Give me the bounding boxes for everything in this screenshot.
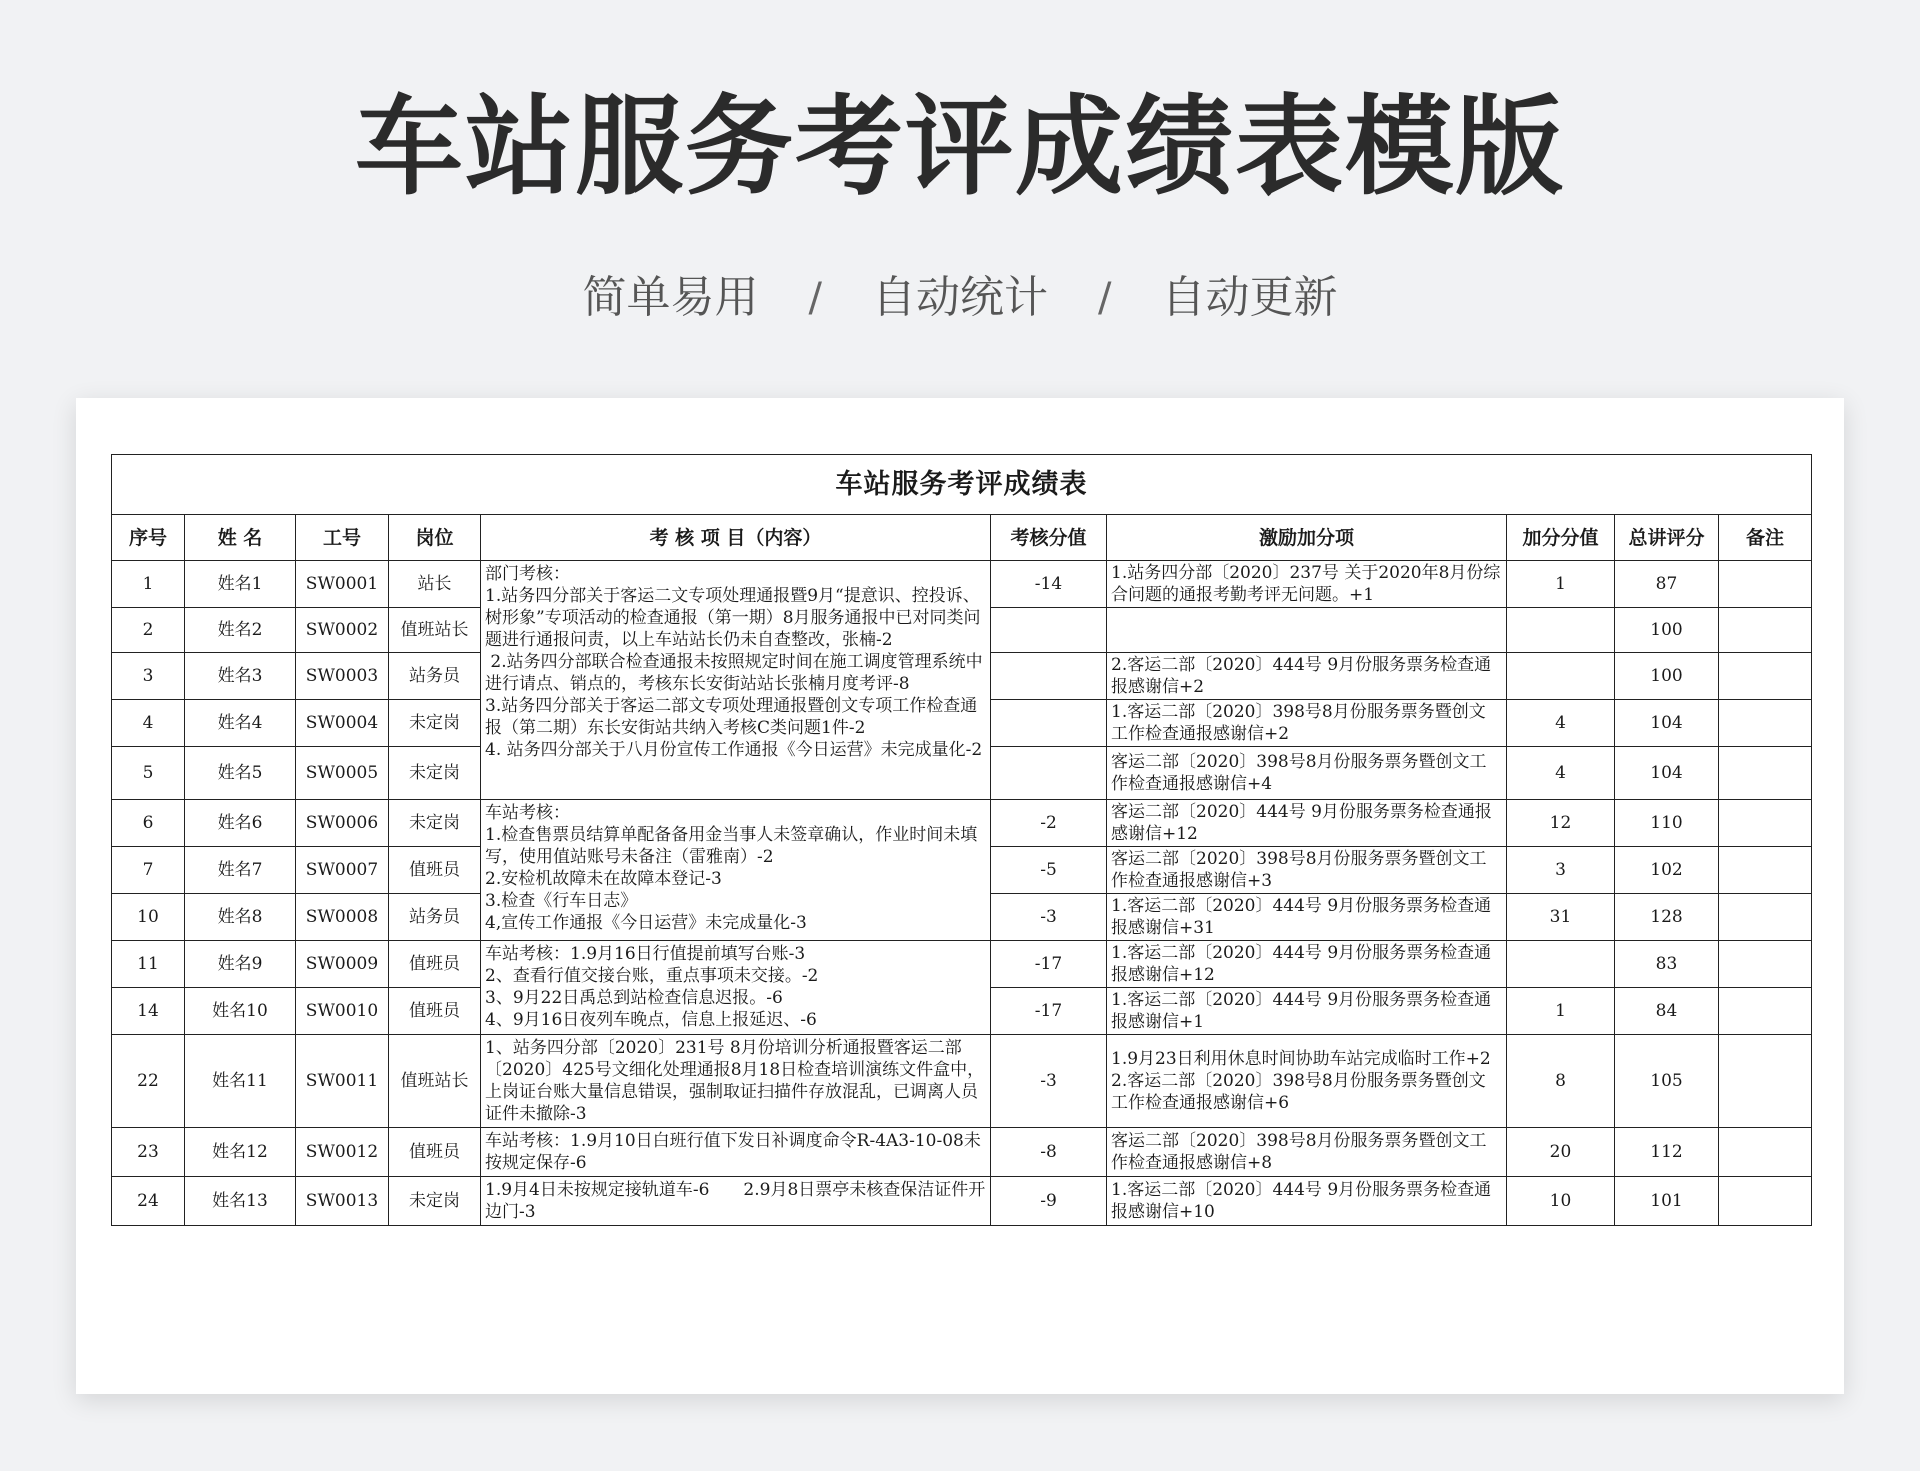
- cell-bonus: 1.客运二部〔2020〕444号 9月份服务票务检查通报感谢信+1: [1107, 988, 1507, 1035]
- cell-bonus-value: [1507, 653, 1615, 700]
- header-id: 工号: [296, 515, 389, 561]
- cell-seq: 1: [112, 561, 185, 608]
- cell-name: 姓名13: [185, 1177, 296, 1226]
- tag-auto-stat: 自动统计: [872, 272, 1048, 323]
- cell-total: 104: [1615, 747, 1719, 800]
- cell-remark: [1719, 800, 1812, 847]
- cell-item-content: 1、站务四分部〔2020〕231号 8月份培训分析通报暨客运二部〔2020〕425号文细化处理通报8月18日检查培训演练文件盒中，上岗证台账大量信息错误，强制取证扫描件存放混乱，已调离人员证件未撤除-3: [481, 1035, 991, 1128]
- cell-remark: [1719, 700, 1812, 747]
- cell-remark: [1719, 941, 1812, 988]
- cell-name: 姓名9: [185, 941, 296, 988]
- cell-post: 值班站长: [389, 1035, 481, 1128]
- sheet-preview: [76, 398, 1844, 1394]
- cell-bonus-value: 8: [1507, 1035, 1615, 1128]
- tag-auto-update: 自动更新: [1161, 272, 1338, 323]
- cell-post: 值班员: [389, 1128, 481, 1177]
- cell-seq: 24: [112, 1177, 185, 1226]
- cell-name: 姓名1: [185, 561, 296, 608]
- tagline: [0, 268, 1920, 328]
- cell-name: 姓名3: [185, 653, 296, 700]
- cell-id: SW0011: [296, 1035, 389, 1128]
- cell-post: 未定岗: [389, 747, 481, 800]
- cell-total: 110: [1615, 800, 1719, 847]
- cell-name: 姓名6: [185, 800, 296, 847]
- cell-id: SW0003: [296, 653, 389, 700]
- cell-bonus: 客运二部〔2020〕444号 9月份服务票务检查通报感谢信+12: [1107, 800, 1507, 847]
- tag-easy: 简单易用: [582, 272, 759, 323]
- cell-remark: [1719, 988, 1812, 1035]
- cell-id: SW0009: [296, 941, 389, 988]
- cell-seq: 23: [112, 1128, 185, 1177]
- cell-score: [991, 700, 1107, 747]
- cell-id: SW0004: [296, 700, 389, 747]
- cell-seq: 10: [112, 894, 185, 941]
- cell-post: 未定岗: [389, 700, 481, 747]
- cell-score: -9: [991, 1177, 1107, 1226]
- cell-bonus-value: [1507, 608, 1615, 653]
- sheet-title: 车站服务考评成绩表: [112, 455, 1812, 515]
- cell-item-content: 部门考核： 1.站务四分部关于客运二文专项处理通报暨9月“提意识、控投诉、树形象”专项活动的检查通报（第一期）8月服务通报中已对同类问题进行通报问责，以上车站站长仍未自查整改，张楠-2 2.站务四分部联合检查通报未按照规定时间在施工调度管理系统中进行请点、销点的，考核东长安街站站长张楠月度考评-8 3.站务四分部关于客运二部文专项处理通报暨创文专项工作检查通报（第二期）东长安街站共纳入考核C类问题1件-2 4. 站务四分部关于八月份宣传工作通报《今日运营》未完成量化-2: [481, 561, 991, 800]
- header-score: 考核分值: [991, 515, 1107, 561]
- cell-post: 未定岗: [389, 800, 481, 847]
- cell-bonus: 客运二部〔2020〕398号8月份服务票务暨创文工作检查通报感谢信+4: [1107, 747, 1507, 800]
- cell-item-content: 车站考核： 1.检查售票员结算单配备备用金当事人未签章确认，作业时间未填写，使用值站账号未备注（雷雅南）-2 2.安检机故障未在故障本登记-3 3.检查《行车日志》 4,宣传工作通报《今日运营》未完成量化-3: [481, 800, 991, 941]
- cell-seq: 7: [112, 847, 185, 894]
- cell-id: SW0007: [296, 847, 389, 894]
- cell-remark: [1719, 608, 1812, 653]
- cell-name: 姓名7: [185, 847, 296, 894]
- cell-post: 值班站长: [389, 608, 481, 653]
- header-post: 岗位: [389, 515, 481, 561]
- cell-name: 姓名10: [185, 988, 296, 1035]
- cell-bonus-value: 31: [1507, 894, 1615, 941]
- cell-total: 104: [1615, 700, 1719, 747]
- cell-score: -14: [991, 561, 1107, 608]
- cell-post: 值班员: [389, 847, 481, 894]
- page-title: 车站服务考评成绩表模版: [354, 85, 1565, 210]
- cell-remark: [1719, 561, 1812, 608]
- cell-score: -8: [991, 1128, 1107, 1177]
- cell-total: 83: [1615, 941, 1719, 988]
- tag-separator: /: [808, 275, 822, 321]
- cell-total: 112: [1615, 1128, 1719, 1177]
- cell-seq: 22: [112, 1035, 185, 1128]
- cell-seq: 5: [112, 747, 185, 800]
- cell-bonus-value: 3: [1507, 847, 1615, 894]
- cell-total: 128: [1615, 894, 1719, 941]
- table-row: [112, 1177, 1812, 1226]
- cell-name: 姓名4: [185, 700, 296, 747]
- cell-bonus-value: 4: [1507, 700, 1615, 747]
- header-bonus-value: 加分分值: [1507, 515, 1615, 561]
- cell-score: -3: [991, 894, 1107, 941]
- cell-name: 姓名12: [185, 1128, 296, 1177]
- table-row: [112, 941, 1812, 988]
- cell-bonus: 客运二部〔2020〕398号8月份服务票务暨创文工作检查通报感谢信+8: [1107, 1128, 1507, 1177]
- table-row: [112, 561, 1812, 608]
- cell-seq: 14: [112, 988, 185, 1035]
- cell-total: 102: [1615, 847, 1719, 894]
- tag-separator: /: [1098, 275, 1112, 321]
- cell-seq: 6: [112, 800, 185, 847]
- cell-id: SW0002: [296, 608, 389, 653]
- cell-remark: [1719, 1177, 1812, 1226]
- cell-name: 姓名11: [185, 1035, 296, 1128]
- cell-score: -17: [991, 941, 1107, 988]
- cell-bonus: 1.客运二部〔2020〕398号8月份服务票务暨创文工作检查通报感谢信+2: [1107, 700, 1507, 747]
- score-table: [111, 454, 1812, 1226]
- cell-seq: 3: [112, 653, 185, 700]
- cell-bonus-value: 4: [1507, 747, 1615, 800]
- cell-score: [991, 608, 1107, 653]
- cell-score: [991, 653, 1107, 700]
- cell-name: 姓名8: [185, 894, 296, 941]
- cell-total: 87: [1615, 561, 1719, 608]
- cell-bonus: [1107, 608, 1507, 653]
- cell-post: 值班员: [389, 988, 481, 1035]
- cell-post: 站长: [389, 561, 481, 608]
- cell-bonus: 1.站务四分部〔2020〕237号 关于2020年8月份综合问题的通报考勤考评无问题。+1: [1107, 561, 1507, 608]
- cell-post: 值班员: [389, 941, 481, 988]
- cell-bonus-value: [1507, 941, 1615, 988]
- header-bonus: 激励加分项: [1107, 515, 1507, 561]
- cell-remark: [1719, 747, 1812, 800]
- cell-post: 未定岗: [389, 1177, 481, 1226]
- cell-post: 站务员: [389, 653, 481, 700]
- cell-id: SW0013: [296, 1177, 389, 1226]
- cell-id: SW0012: [296, 1128, 389, 1177]
- cell-bonus-value: 10: [1507, 1177, 1615, 1226]
- cell-id: SW0006: [296, 800, 389, 847]
- cell-bonus: 1.客运二部〔2020〕444号 9月份服务票务检查通报感谢信+10: [1107, 1177, 1507, 1226]
- cell-remark: [1719, 894, 1812, 941]
- cell-seq: 11: [112, 941, 185, 988]
- cell-name: 姓名2: [185, 608, 296, 653]
- header-item: 考 核 项 目（内容）: [481, 515, 991, 561]
- header-name: 姓 名: [185, 515, 296, 561]
- cell-total: 101: [1615, 1177, 1719, 1226]
- table-row: [112, 800, 1812, 847]
- table-row: [112, 1128, 1812, 1177]
- cell-total: 100: [1615, 653, 1719, 700]
- cell-bonus: 2.客运二部〔2020〕444号 9月份服务票务检查通报感谢信+2: [1107, 653, 1507, 700]
- cell-bonus-value: 20: [1507, 1128, 1615, 1177]
- cell-total: 100: [1615, 608, 1719, 653]
- cell-total: 105: [1615, 1035, 1719, 1128]
- cell-score: -3: [991, 1035, 1107, 1128]
- header-seq: 序号: [112, 515, 185, 561]
- cell-item-content: 车站考核：1.9月10日白班行值下发日补调度命令R-4A3-10-08未按规定保存-6: [481, 1128, 991, 1177]
- cell-remark: [1719, 1035, 1812, 1128]
- cell-id: SW0001: [296, 561, 389, 608]
- cell-remark: [1719, 653, 1812, 700]
- table-row: [112, 1035, 1812, 1128]
- cell-post: 站务员: [389, 894, 481, 941]
- cell-remark: [1719, 1128, 1812, 1177]
- cell-item-content: 车站考核：1.9月16日行值提前填写台账-3 2、查看行值交接台账，重点事项未交接。-2 3、9月22日禹总到站检查信息迟报。-6 4、9月16日夜列车晚点，信息上报延迟、-6: [481, 941, 991, 1035]
- cell-bonus: 客运二部〔2020〕398号8月份服务票务暨创文工作检查通报感谢信+3: [1107, 847, 1507, 894]
- cell-bonus-value: 12: [1507, 800, 1615, 847]
- cell-id: SW0010: [296, 988, 389, 1035]
- cell-remark: [1719, 847, 1812, 894]
- cell-bonus: 1.9月23日利用休息时间协助车站完成临时工作+2 2.客运二部〔2020〕398号8月份服务票务暨创文工作检查通报感谢信+6: [1107, 1035, 1507, 1128]
- cell-bonus: 1.客运二部〔2020〕444号 9月份服务票务检查通报感谢信+12: [1107, 941, 1507, 988]
- cell-id: SW0008: [296, 894, 389, 941]
- cell-name: 姓名5: [185, 747, 296, 800]
- cell-score: -2: [991, 800, 1107, 847]
- cell-bonus-value: 1: [1507, 988, 1615, 1035]
- cell-bonus-value: 1: [1507, 561, 1615, 608]
- cell-score: -17: [991, 988, 1107, 1035]
- cell-score: -5: [991, 847, 1107, 894]
- cell-item-content: 1.9月4日未按规定接轨道车-6 2.9月8日票亭未核查保洁证件开边门-3: [481, 1177, 991, 1226]
- cell-bonus: 1.客运二部〔2020〕444号 9月份服务票务检查通报感谢信+31: [1107, 894, 1507, 941]
- cell-seq: 2: [112, 608, 185, 653]
- header-remark: 备注: [1719, 515, 1812, 561]
- cell-id: SW0005: [296, 747, 389, 800]
- cell-total: 84: [1615, 988, 1719, 1035]
- cell-score: [991, 747, 1107, 800]
- header-total: 总讲评分: [1615, 515, 1719, 561]
- cell-seq: 4: [112, 700, 185, 747]
